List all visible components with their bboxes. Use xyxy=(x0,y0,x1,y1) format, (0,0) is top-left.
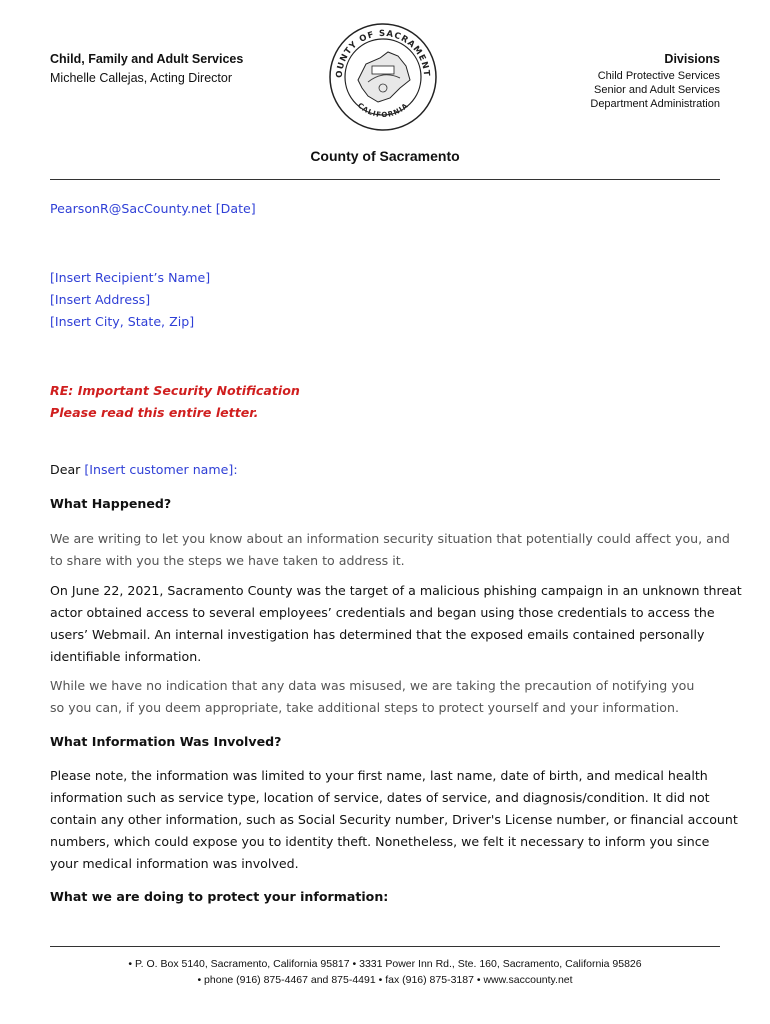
seal-bottom-text: CALIFORNIA xyxy=(355,101,411,120)
paragraph-3 xyxy=(50,675,694,719)
county-title: County of Sacramento xyxy=(310,148,460,164)
re-block xyxy=(50,380,300,424)
seal-top-text: OUNTY OF SACRAMENT xyxy=(334,28,432,79)
paragraph-1 xyxy=(50,528,730,572)
paragraph-line: contain any other information, such as Social Security number, Driver's License number, or financial account xyxy=(50,812,738,827)
recipient-name: [Insert Recipient’s Name] xyxy=(50,270,211,285)
footer xyxy=(0,956,770,988)
salutation-name: [Insert customer name]: xyxy=(84,462,238,477)
read-line: Please read this entire letter. xyxy=(50,405,259,420)
paragraph-4 xyxy=(50,765,738,875)
division-item: Senior and Adult Services xyxy=(594,84,720,96)
paragraph-line: identifiable information. xyxy=(50,649,202,664)
re-line: RE: Important Security Notification xyxy=(50,383,300,398)
paragraph-line: users’ Webmail. An internal investigation has determined that the exposed emails contained personally xyxy=(50,627,705,642)
footer-address: • P. O. Box 5140, Sacramento, California 95817 • 3331 Power Inn Rd., Ste. 160, Sacramento, California 95826 xyxy=(128,958,642,970)
header-right xyxy=(590,50,720,111)
division-item: Department Administration xyxy=(590,98,720,110)
paragraph-line: On June 22, 2021, Sacramento County was the target of a malicious phishing campaign in an unknown threat xyxy=(50,583,742,598)
recipient-block xyxy=(50,267,210,333)
paragraph-line: information such as service type, location of service, dates of service, and diagnosis/condition. It did not xyxy=(50,790,710,805)
county-seal-icon xyxy=(328,22,438,132)
org-name: Child, Family and Adult Services xyxy=(50,52,244,66)
recipient-address: [Insert Address] xyxy=(50,292,151,307)
divisions-title: Divisions xyxy=(664,52,720,66)
paragraph-line: your medical information was involved. xyxy=(50,856,299,871)
what-happened-heading: What Happened? xyxy=(50,496,172,511)
county-seal xyxy=(328,22,438,132)
salutation xyxy=(50,459,238,481)
director-name: Michelle Callejas, Acting Director xyxy=(50,71,233,85)
paragraph-line: While we have no indication that any data was misused, we are taking the precaution of notifying you xyxy=(50,678,695,693)
recipient-city: [Insert City, State, Zip] xyxy=(50,314,195,329)
salutation-text: Dear xyxy=(50,462,85,477)
header-left xyxy=(50,50,243,88)
paragraph-2 xyxy=(50,580,742,668)
sender-line: PearsonR@SacCounty.net [Date] xyxy=(50,201,256,216)
paragraph-line: We are writing to let you know about an information security situation that potentially could affect you, and xyxy=(50,531,730,546)
what-info-heading: What Information Was Involved? xyxy=(50,734,282,749)
paragraph-line: numbers, which could expose you to identity theft. Nonetheless, we felt it necessary to inform you since xyxy=(50,834,710,849)
paragraph-line: so you can, if you deem appropriate, take additional steps to protect yourself and your information. xyxy=(50,700,679,715)
doing-heading: What we are doing to protect your information: xyxy=(50,889,389,904)
footer-divider xyxy=(50,946,720,947)
paragraph-line: Please note, the information was limited to your first name, last name, date of birth, and medical health xyxy=(50,768,708,783)
division-item: Child Protective Services xyxy=(597,70,720,82)
paragraph-line: actor obtained access to several employees’ credentials and began using those credentials to access the xyxy=(50,605,715,620)
header-divider xyxy=(50,179,720,180)
paragraph-line: to share with you the steps we have taken to address it. xyxy=(50,553,405,568)
svg-text:CALIFORNIA xyxy=(356,101,410,119)
footer-contact: • phone (916) 875-4467 and 875-4491 • fax (916) 875-3187 • www.saccounty.net xyxy=(197,974,573,986)
